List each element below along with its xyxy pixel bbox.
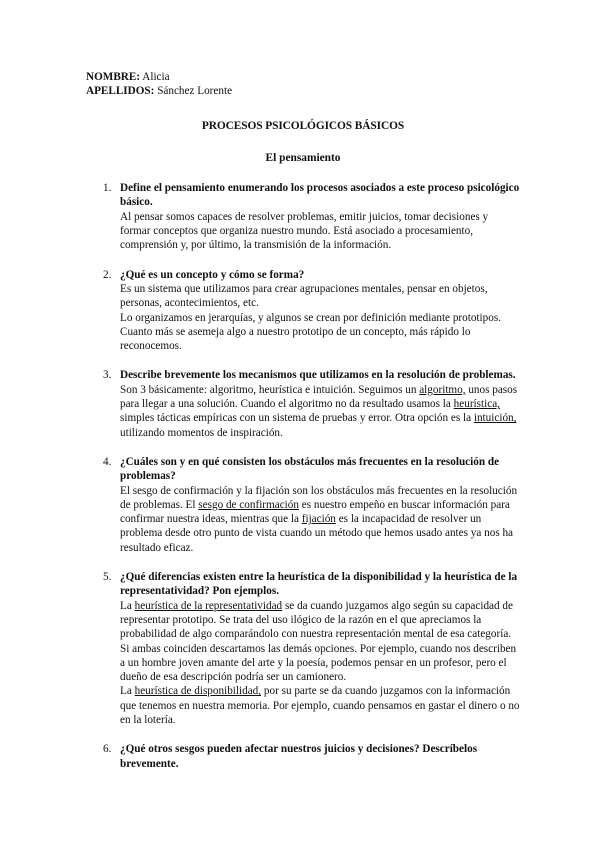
answer-segment: es nuestro empeño en buscar información para confirmar nuestra ideas, mientras que la xyxy=(120,498,510,526)
question-number: 3. xyxy=(103,369,112,382)
question-item-4 xyxy=(86,455,520,555)
term-heuristica-disponibilidad: heurística de disponibilidad, xyxy=(134,685,262,698)
answer-segment: por su parte se da cuando juzgamos con la información que tenemos en nuestra memoria. Por ejemplo, cuando pensamos en gastar el dinero o no en la lotería. xyxy=(120,685,520,726)
question-text: Define el pensamiento enumerando los procesos asociados a este proceso psicológico básico. xyxy=(120,182,520,209)
question-item-3 xyxy=(86,368,520,439)
term-heuristica: heurística, xyxy=(453,398,500,411)
question-item-5 xyxy=(86,570,520,727)
document-subtitle: El pensamiento xyxy=(265,151,341,164)
answer-segment: El sesgo de confirmación y la fijación son los obstáculos más frecuentes en la resolución de problemas. El xyxy=(120,484,518,511)
answer-segment: simples tácticas empíricas con un sistema de pruebas y error. Otra opción es la xyxy=(120,412,474,425)
answer-text xyxy=(120,383,520,440)
answer-segment: La xyxy=(120,599,135,612)
question-item-6 xyxy=(86,742,520,771)
answer-segment: es la incapacidad de resolver un problema desde otro punto de vista cuando un método que hemos usado antes ya nos ha resultado eficaz. xyxy=(120,513,514,554)
question-text: ¿Cuáles son y en qué consisten los obstáculos más frecuentes en la resolución de problemas? xyxy=(120,455,500,483)
question-text: ¿Qué otros sesgos pueden afectar nuestros juicios y decisiones? Descríbelos brevemente. xyxy=(120,743,478,770)
answer-segment: se da cuando juzgamos algo según su capacidad de representar prototipo. Se trata del uso ilógico de la razón en el que apreciamos la probabilidad de algo comparándolo con nuestra representación mental de esa categoría. Si ambas coinciden descartamos las demás opciones. Por ejemplo, cuando nos describen a un hombre joven amante del arte y la poesía, podemos pensar en un profesor, pero el dueño de esa descripción podría ser un camionero. xyxy=(120,599,517,684)
answer-text: Al pensar somos capaces de resolver problemas, emitir juicios, tomar decisiones y formar conceptos que organiza nuestro mundo. Está asociado a procesamiento, comprensión y, por último, la transmisión de la información. xyxy=(120,210,489,252)
student-surname-line xyxy=(86,84,520,98)
answer-paragraph-2: Lo organizamos en jerarquías, y algunos se crean por definición mediante prototipos. Cuanto más se asemeja algo a nuestro prototipo de un concepto, más rápido lo reconocemos. xyxy=(120,311,501,353)
question-number: 5. xyxy=(103,571,112,584)
name-value: Alicia xyxy=(142,71,170,83)
question-number: 4. xyxy=(103,455,112,468)
term-heuristica-representatividad: heurística de la representatividad xyxy=(134,599,283,612)
term-sesgo-confirmacion: sesgo de confirmación xyxy=(198,498,299,511)
answer-segment: La xyxy=(120,685,135,698)
answer-paragraph-1: Es un sistema que utilizamos para crear agrupaciones mentales, pensar en objetos, personas, acontecimientos, etc. xyxy=(120,282,488,310)
answer-segment: unos pasos para llegar a una solución. Cuando el algoritmo no da resultado usamos la xyxy=(120,383,518,411)
answer-segment: Son 3 básicamente: algoritmo, heurística e intuición. Seguimos un xyxy=(120,383,420,396)
answer-paragraph-1 xyxy=(120,599,520,685)
question-text: ¿Qué diferencias existen entre la heurística de la disponibilidad y la heurística de la representatividad? Pon ejemplos. xyxy=(120,571,518,598)
name-label: NOMBRE: xyxy=(86,71,141,83)
answer-text xyxy=(120,484,520,555)
surname-label: APELLIDOS: xyxy=(86,85,155,98)
question-item-2 xyxy=(86,268,520,354)
term-algoritmo: algoritmo, xyxy=(419,383,466,396)
answer-segment: utilizando momentos de inspiración. xyxy=(120,426,283,439)
term-intuicion: intuición, xyxy=(473,412,517,425)
student-name-line xyxy=(86,70,520,84)
question-number: 2. xyxy=(103,268,112,281)
question-item-1 xyxy=(86,181,520,252)
question-text: ¿Qué es un concepto y cómo se forma? xyxy=(120,268,305,281)
answer-paragraph-2 xyxy=(120,684,520,727)
question-text: Describe brevemente los mecanismos que utilizamos en la resolución de problemas. xyxy=(120,369,516,382)
document-title: PROCESOS PSICOLÓGICOS BÁSICOS xyxy=(201,119,405,132)
question-number: 1. xyxy=(103,182,112,195)
term-fijacion: fijación xyxy=(301,513,336,526)
surname-value: Sánchez Lorente xyxy=(157,85,233,98)
question-list xyxy=(86,181,520,771)
question-number: 6. xyxy=(103,743,112,756)
